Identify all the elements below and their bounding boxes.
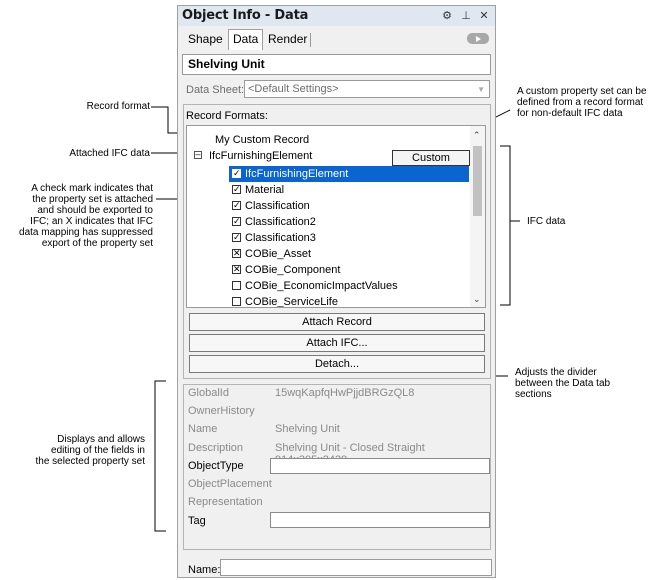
checkbox-checked[interactable]: ✓: [233, 216, 241, 226]
checkbox-x-suppressed[interactable]: ✕: [233, 248, 241, 258]
list-item[interactable]: [229, 278, 469, 294]
list-item-label: COBie_ServiceLife: [245, 296, 338, 308]
close-icon[interactable]: ✕: [479, 10, 489, 22]
list-item-label: IfcFurnishingElement: [245, 168, 349, 180]
list-item-label: COBie_Component: [245, 264, 341, 276]
tab-separator: [310, 33, 311, 47]
checkbox-checked[interactable]: ✓: [233, 200, 241, 210]
list-item[interactable]: [229, 262, 469, 278]
attach-record-button[interactable]: Attach Record: [189, 313, 485, 331]
field-label-ownerhistory: OwnerHistory: [188, 405, 255, 417]
field-label-objectplacement: ObjectPlacement: [188, 478, 272, 490]
custom-psets-button[interactable]: Custom: [392, 150, 470, 166]
checkbox-checked[interactable]: ✓: [233, 232, 241, 242]
checkbox-checked[interactable]: ✓: [233, 168, 241, 178]
checkbox-unchecked[interactable]: [232, 281, 241, 290]
annotation-record-format: Record format: [86, 101, 150, 112]
detach-button[interactable]: Detach...: [189, 355, 485, 373]
list-item[interactable]: [229, 182, 469, 198]
object-info-palette: [177, 5, 496, 578]
list-item-label: Classification3: [245, 232, 316, 244]
annotation-check-mark: A check mark indicates that the property set is attached and should be exported to IFC; an X indicates that IFC data mapping has suppressed export of the property set: [19, 183, 153, 249]
data-sheet-select[interactable]: [244, 80, 490, 98]
field-label-tag: Tag: [188, 515, 206, 527]
field-label-objecttype: ObjectType: [188, 460, 244, 472]
annotation-ifc-data: IFC data: [527, 216, 566, 227]
field-value-name: Shelving Unit: [275, 423, 340, 435]
list-item[interactable]: [187, 148, 387, 164]
checkbox-x-suppressed[interactable]: ✕: [233, 264, 241, 274]
list-item[interactable]: [229, 198, 469, 214]
field-value-globalid: 15wqKapfqHwPjjdBRGzQL8: [275, 387, 415, 399]
field-label-name: Name: [188, 423, 218, 435]
list-item-label: Material: [245, 184, 285, 196]
list-item-label: COBie_Asset: [245, 248, 312, 260]
data-sheet-label: Data Sheet:: [186, 84, 245, 96]
annotation-fields: Displays and allows editing of the fields in the selected property set: [35, 434, 145, 467]
tab-data[interactable]: Data: [228, 29, 263, 50]
list-item[interactable]: [215, 132, 455, 148]
field-label-description: Description: [188, 442, 244, 454]
palette-titlebar[interactable]: [178, 6, 495, 26]
list-item[interactable]: [229, 230, 469, 246]
scroll-up-icon[interactable]: ⌃: [473, 130, 481, 140]
list-item-label: Classification: [245, 200, 310, 212]
collapse-icon[interactable]: –: [195, 149, 201, 159]
list-item-label: My Custom Record: [215, 134, 310, 146]
list-item[interactable]: [229, 246, 469, 262]
attach-ifc-button[interactable]: Attach IFC...: [189, 334, 485, 352]
list-item[interactable]: [229, 214, 469, 230]
record-formats-tree[interactable]: [186, 125, 486, 308]
tree-scrollbar[interactable]: [470, 126, 485, 307]
checkbox-checked[interactable]: ✓: [233, 184, 241, 194]
list-item[interactable]: [229, 294, 469, 308]
list-item-selected[interactable]: [229, 166, 469, 182]
help-icon[interactable]: ⚙: [442, 10, 452, 22]
name-field[interactable]: [220, 559, 492, 576]
tab-shape[interactable]: Shape: [188, 32, 223, 46]
chevron-down-icon: ▼: [477, 85, 485, 94]
list-item-label: COBie_EconomicImpactValues: [245, 280, 398, 292]
objecttype-field[interactable]: [270, 458, 490, 474]
pin-icon[interactable]: ⊥: [461, 10, 471, 22]
field-label-representation: Representation: [188, 496, 263, 508]
list-item-label: Classification2: [245, 216, 316, 228]
field-label-globalid: GlobalId: [188, 387, 229, 399]
annotation-custom-pset: A custom property set can be defined from a record format for non-default IFC data: [517, 86, 647, 119]
object-name-display: Shelving Unit: [182, 54, 491, 75]
annotation-divider: Adjusts the divider between the Data tab sections: [515, 367, 611, 400]
scroll-thumb[interactable]: [473, 146, 482, 216]
tab-render[interactable]: Render: [268, 32, 308, 46]
palette-title: Object Info - Data: [182, 8, 309, 23]
scroll-down-icon[interactable]: ⌄: [473, 294, 481, 304]
tag-field[interactable]: [270, 512, 490, 528]
data-sheet-value: <Default Settings>: [248, 83, 339, 95]
name-label: Name:: [188, 564, 221, 576]
annotation-attached-ifc: Attached IFC data: [69, 148, 150, 159]
field-value-description: Shelving Unit - Closed Straight: [275, 442, 425, 454]
tab-overflow-toggle-icon[interactable]: [467, 33, 489, 44]
checkbox-unchecked[interactable]: [232, 297, 241, 306]
tab-bar: [178, 28, 495, 50]
list-item-label: IfcFurnishingElement: [209, 150, 313, 162]
record-formats-label: Record Formats:: [186, 110, 268, 122]
